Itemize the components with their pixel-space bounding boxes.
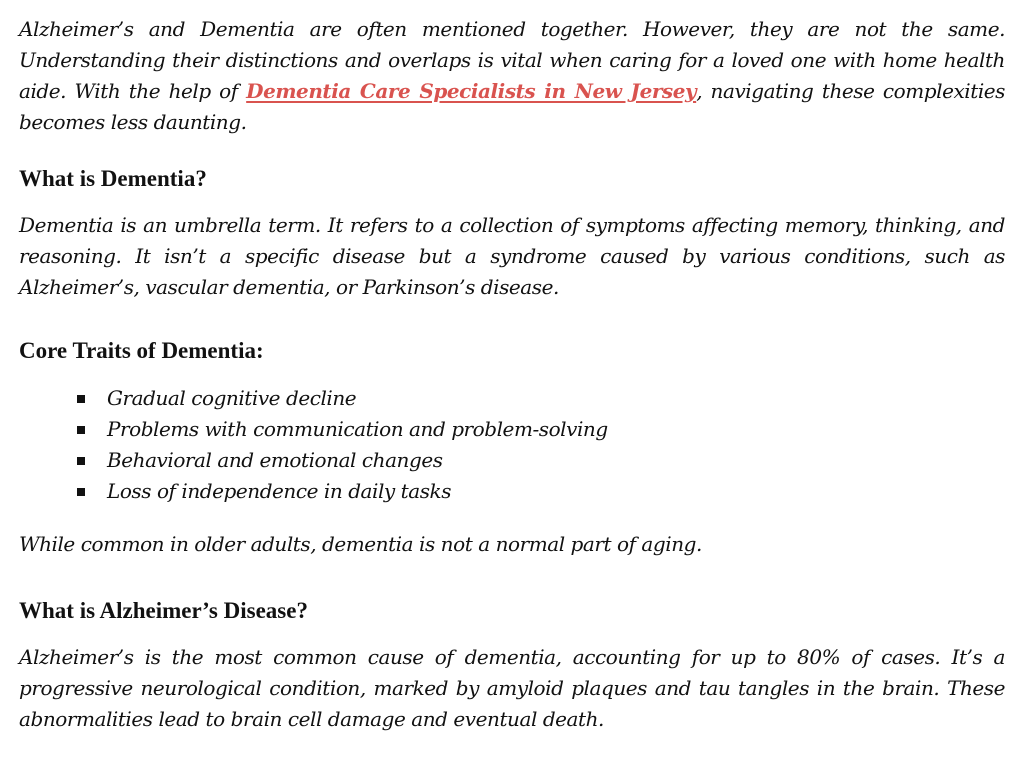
list-item: Behavioral and emotional changes: [77, 445, 1005, 476]
square-bullet-icon: [77, 488, 85, 496]
square-bullet-icon: [77, 395, 85, 403]
traits-list: [19, 383, 1005, 507]
aging-note: While common in older adults, dementia is not a normal part of aging.: [19, 532, 702, 556]
dementia-paragraph: Dementia is an umbrella term. It refers to a collection of symptoms affecting memory, thinking, and reasoning. It isn’t a specific disease but a syndrome caused by various conditions, such as Alzheimer’s, vascular dementia, or Parkinson’s disease.: [19, 213, 1005, 299]
list-item: Problems with communication and problem-solving: [77, 414, 1005, 445]
heading-core-traits: Core Traits of Dementia:: [19, 338, 264, 363]
intro-text-after: , navigating these complexities becomes less daunting.: [19, 79, 1005, 134]
list-item: Gradual cognitive decline: [77, 383, 1005, 414]
alzheimers-paragraph: Alzheimer’s is the most common cause of dementia, accounting for up to 80% of cases. It’s a progressive neurological condition, marked by amyloid plaques and tau tangles in the brain. These abnormalities lead to brain cell damage and eventual death.: [19, 645, 1005, 731]
heading-what-is-dementia: What is Dementia?: [19, 166, 207, 191]
intro-text-before: Alzheimer’s and Dementia are often mentioned together. However, they are not the same. Understanding their distinctions and overlaps is vital when caring for a loved one with home health aide. With the help of: [19, 17, 1005, 103]
intro-paragraph: [19, 14, 1005, 138]
square-bullet-icon: [77, 426, 85, 434]
list-item: Loss of independence in daily tasks: [77, 476, 1005, 507]
dementia-care-link[interactable]: Dementia Care Specialists in New Jersey: [246, 79, 697, 103]
document-page: [19, 14, 1005, 735]
heading-what-is-alzheimers: What is Alzheimer’s Disease?: [19, 598, 308, 623]
square-bullet-icon: [77, 457, 85, 465]
